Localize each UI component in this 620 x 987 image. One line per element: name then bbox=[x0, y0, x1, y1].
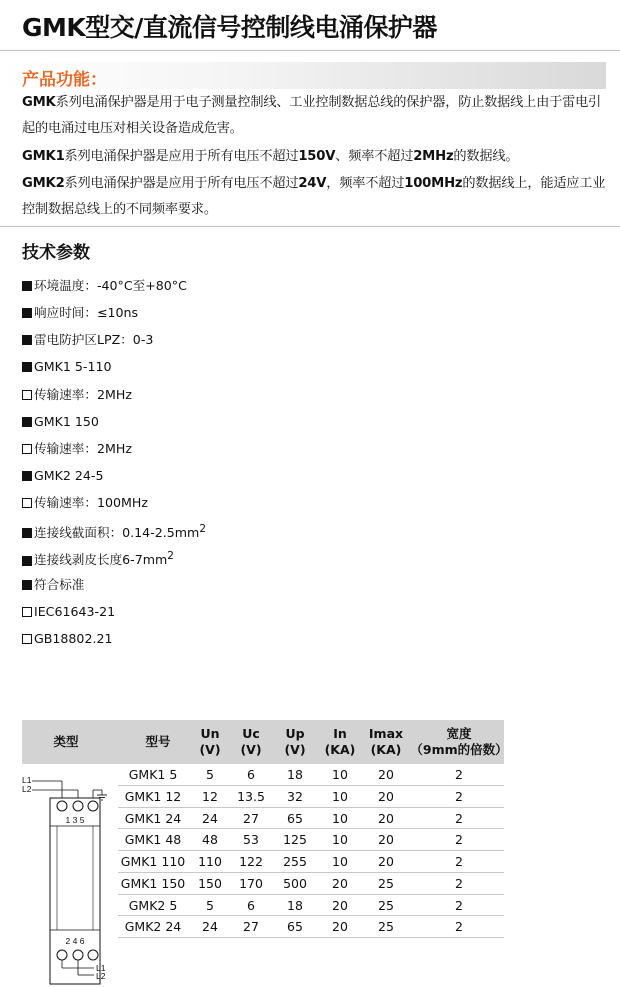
feature-paragraph-3 bbox=[22, 171, 612, 223]
cell-in: 10 bbox=[332, 788, 348, 804]
cell-up: 125 bbox=[283, 832, 307, 848]
header-in: In (KA) bbox=[324, 726, 356, 757]
cell-uc: 53 bbox=[243, 832, 259, 848]
top-l1-label: L1 bbox=[22, 775, 32, 785]
feature-text: ，频率不超过 bbox=[326, 176, 405, 191]
cell-in: 10 bbox=[332, 767, 348, 782]
table-row bbox=[118, 895, 504, 917]
spec-text: 传输速率：100MHz bbox=[34, 495, 148, 511]
cell-un: 5 bbox=[206, 897, 214, 913]
cell-up: 65 bbox=[287, 810, 303, 826]
terminal-4 bbox=[73, 950, 83, 960]
spec-text: IEC61643-21 bbox=[34, 603, 116, 619]
feature-text: 系列电涌保护器是应用于所有电压不超过 bbox=[64, 149, 299, 164]
voltage-value: 24V bbox=[298, 176, 327, 191]
features-heading: 产品功能： bbox=[22, 70, 107, 90]
header-un: Un (V) bbox=[199, 726, 221, 757]
cell-imax: 20 bbox=[378, 810, 394, 826]
superscript: 2 bbox=[199, 523, 206, 536]
filled-square-icon bbox=[22, 335, 32, 345]
cell-imax: 20 bbox=[378, 788, 394, 804]
terminal-5 bbox=[88, 801, 98, 811]
hollow-square-icon bbox=[22, 444, 32, 454]
header-type: 类型 bbox=[53, 734, 79, 749]
cell-width: 2 bbox=[455, 767, 463, 782]
filled-square-icon bbox=[22, 528, 32, 538]
hollow-square-icon bbox=[22, 634, 32, 644]
feature-paragraph-2 bbox=[22, 144, 612, 170]
spec-text: 连接线截面积：0.14-2.5mm bbox=[34, 525, 200, 541]
spec-item bbox=[22, 543, 206, 570]
cell-width: 2 bbox=[455, 810, 463, 826]
page-title: GMK型交/直流信号控制线电涌保护器 bbox=[22, 13, 437, 42]
spec-item bbox=[22, 299, 206, 326]
feature-text: 、频率不超过 bbox=[335, 149, 414, 164]
table-row bbox=[118, 808, 504, 830]
top-l2-label: L2 bbox=[22, 784, 32, 794]
table-row bbox=[118, 786, 504, 808]
spec-item bbox=[22, 462, 206, 489]
cell-in: 10 bbox=[332, 832, 348, 848]
cell-in: 20 bbox=[332, 897, 348, 913]
spec-text: 雷电防护区LPZ：0-3 bbox=[34, 332, 154, 348]
cell-un: 150 bbox=[198, 875, 222, 891]
superscript: 2 bbox=[167, 550, 174, 563]
spec-item bbox=[22, 489, 206, 516]
cell-un: 24 bbox=[202, 810, 218, 826]
spec-text: 连接线剥皮长度6-7mm bbox=[34, 552, 168, 568]
spec-item bbox=[22, 381, 206, 408]
hollow-square-icon bbox=[22, 607, 32, 617]
cell-imax: 20 bbox=[378, 832, 394, 848]
spec-text: GB18802.21 bbox=[34, 630, 113, 646]
header-uc: Uc (V) bbox=[240, 726, 262, 757]
cell-uc: 122 bbox=[239, 854, 263, 869]
specs-heading: 技术参数 bbox=[22, 243, 90, 263]
terminal-1 bbox=[57, 801, 67, 811]
spec-item bbox=[22, 408, 206, 435]
cell-up: 500 bbox=[283, 875, 307, 891]
cell-model: GMK2 24 bbox=[124, 919, 182, 935]
spec-item bbox=[22, 435, 206, 462]
top-terminal-numbers: 1 3 5 bbox=[65, 815, 85, 825]
spec-item bbox=[22, 571, 206, 598]
cell-model: GMK1 48 bbox=[124, 832, 182, 848]
spec-item bbox=[22, 272, 206, 299]
spec-text: 符合标准 bbox=[34, 576, 85, 592]
cell-imax: 20 bbox=[378, 854, 394, 869]
spec-text: GMK2 24-5 bbox=[34, 467, 104, 483]
header-model: 型号 bbox=[145, 734, 171, 749]
spec-item bbox=[22, 326, 206, 353]
table-row bbox=[118, 873, 504, 895]
feature-text: 系列电涌保护器是用于电子测量控制线、工业控制数据总线的保护器，防止数据线上由于雷电引起的电涌过电压对相关设备造成危害。 bbox=[22, 95, 602, 136]
cell-uc: 6 bbox=[247, 897, 255, 913]
cell-imax: 25 bbox=[378, 919, 394, 935]
filled-square-icon bbox=[22, 556, 32, 566]
cell-up: 18 bbox=[287, 767, 303, 782]
feature-text: 的数据线。 bbox=[453, 149, 519, 164]
frequency-value: 100MHz bbox=[404, 176, 463, 191]
hollow-square-icon bbox=[22, 498, 32, 508]
spec-item bbox=[22, 516, 206, 543]
filled-square-icon bbox=[22, 417, 32, 427]
table-row bbox=[118, 829, 504, 851]
device-wiring-diagram bbox=[0, 762, 130, 987]
hollow-square-icon bbox=[22, 390, 32, 400]
cell-uc: 27 bbox=[243, 919, 259, 935]
series-name: GMK bbox=[22, 95, 56, 110]
cell-in: 20 bbox=[332, 875, 348, 891]
spec-text: GMK1 5-110 bbox=[34, 359, 112, 375]
cell-in: 20 bbox=[332, 919, 348, 935]
bottom-l1-label: L1 bbox=[96, 963, 106, 973]
cell-model: GMK1 5 bbox=[128, 767, 178, 782]
feature-text: 系列电涌保护器是应用于所有电压不超过 bbox=[64, 176, 299, 191]
cell-model: GMK1 24 bbox=[124, 810, 182, 826]
cell-in: 10 bbox=[332, 810, 348, 826]
spec-list bbox=[22, 272, 206, 652]
cell-width: 2 bbox=[455, 854, 463, 869]
table-header bbox=[22, 720, 508, 764]
cell-uc: 13.5 bbox=[237, 788, 265, 804]
table-row bbox=[118, 851, 504, 873]
series-name: GMK2 bbox=[22, 176, 65, 191]
spec-item bbox=[22, 625, 206, 652]
cell-width: 2 bbox=[455, 875, 463, 891]
cell-imax: 25 bbox=[378, 897, 394, 913]
cell-width: 2 bbox=[455, 919, 463, 935]
terminal-3 bbox=[73, 801, 83, 811]
spec-text: 响应时间：≤10ns bbox=[34, 305, 139, 321]
filled-square-icon bbox=[22, 362, 32, 372]
cell-uc: 170 bbox=[239, 875, 263, 891]
table-row bbox=[118, 764, 504, 786]
cell-imax: 25 bbox=[378, 875, 394, 891]
header-imax: Imax (KA) bbox=[368, 726, 404, 757]
series-name: GMK1 bbox=[22, 149, 65, 164]
cell-un: 5 bbox=[206, 767, 214, 782]
spec-text: 传输速率：2MHz bbox=[34, 440, 132, 456]
header-up: Up (V) bbox=[284, 726, 306, 757]
cell-un: 110 bbox=[198, 854, 222, 869]
spec-item bbox=[22, 353, 206, 380]
cell-in: 10 bbox=[332, 854, 348, 869]
cell-width: 2 bbox=[455, 897, 463, 913]
cell-up: 65 bbox=[287, 919, 303, 935]
cell-model: GMK1 150 bbox=[120, 875, 186, 891]
cell-un: 24 bbox=[202, 919, 218, 935]
terminal-2 bbox=[57, 950, 67, 960]
cell-up: 32 bbox=[287, 788, 303, 804]
spec-text: GMK1 150 bbox=[34, 413, 99, 429]
cell-width: 2 bbox=[455, 788, 463, 804]
spec-text: 环境温度：-40°C至+80°C bbox=[34, 278, 187, 293]
cell-model: GMK2 5 bbox=[128, 897, 178, 913]
filled-square-icon bbox=[22, 281, 32, 291]
features-heading-bar bbox=[0, 62, 606, 89]
cell-uc: 6 bbox=[247, 767, 255, 782]
filled-square-icon bbox=[22, 580, 32, 590]
table-row bbox=[118, 916, 504, 938]
cell-model: GMK1 12 bbox=[124, 788, 182, 804]
voltage-value: 150V bbox=[298, 149, 336, 164]
bottom-terminal-numbers: 2 4 6 bbox=[65, 936, 85, 946]
cell-imax: 20 bbox=[378, 767, 394, 782]
bottom-l2-label: L2 bbox=[96, 971, 106, 981]
cell-up: 18 bbox=[287, 897, 303, 913]
cell-up: 255 bbox=[283, 854, 307, 869]
frequency-value: 2MHz bbox=[413, 149, 454, 164]
header-width: 宽度 （9mm的倍数） bbox=[410, 726, 508, 757]
feature-text: 的数据线上，能适应工业控制数据总线上的不同频率要求。 bbox=[22, 176, 606, 217]
feature-paragraph-1 bbox=[22, 90, 612, 142]
features-divider bbox=[0, 226, 620, 227]
title-divider bbox=[0, 50, 620, 51]
filled-square-icon bbox=[22, 471, 32, 481]
filled-square-icon bbox=[22, 308, 32, 318]
cell-model: GMK1 110 bbox=[120, 854, 186, 869]
cell-un: 12 bbox=[202, 788, 218, 804]
spec-item bbox=[22, 598, 206, 625]
cell-uc: 27 bbox=[243, 810, 259, 826]
terminal-6 bbox=[88, 950, 98, 960]
spec-text: 传输速率：2MHz bbox=[34, 386, 132, 402]
cell-un: 48 bbox=[202, 832, 218, 848]
cell-width: 2 bbox=[455, 832, 463, 848]
